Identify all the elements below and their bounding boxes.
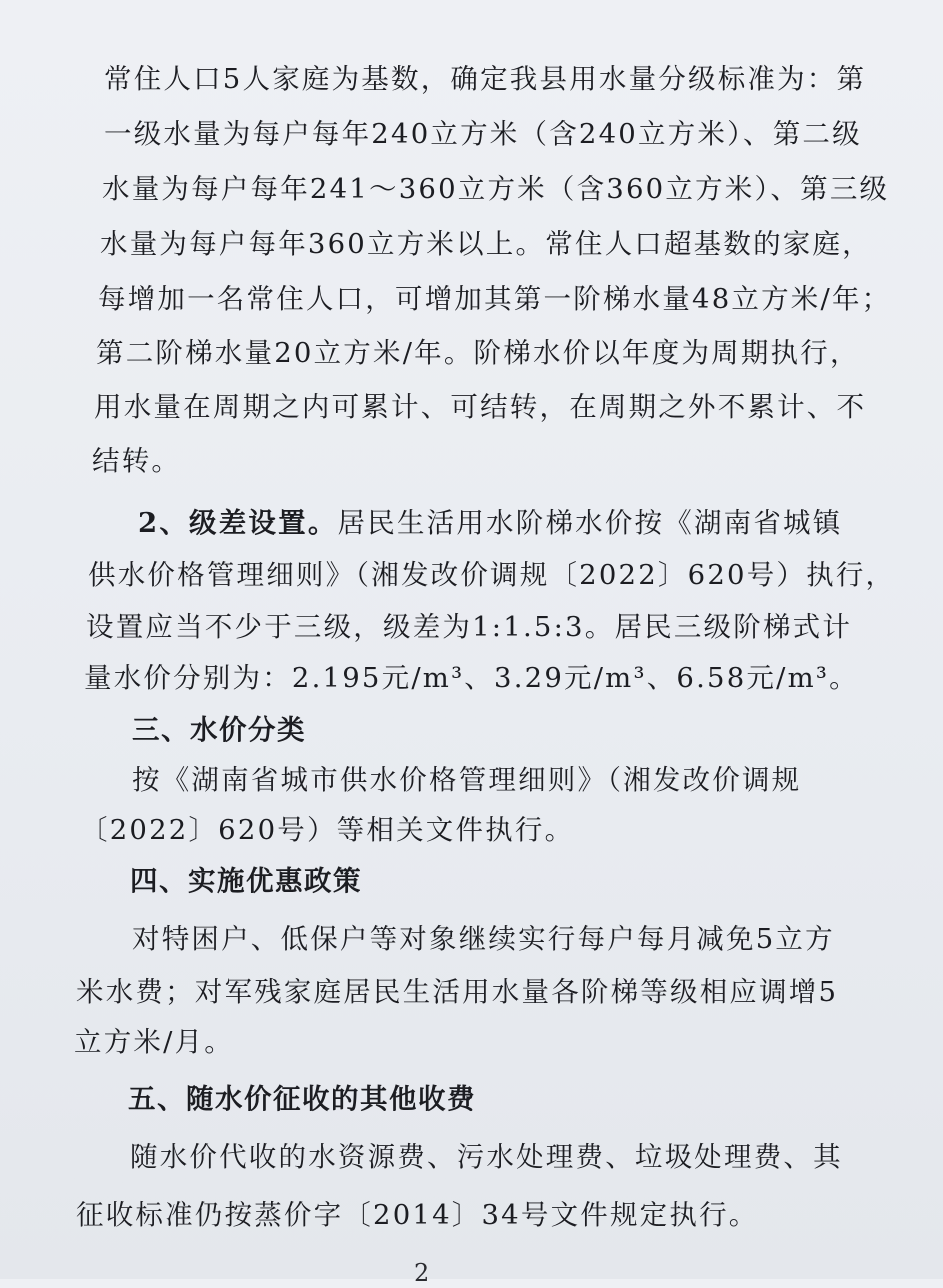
section-4-line: 对特困户、低保户等对象继续实行每户每月减免5立方 [132, 923, 835, 955]
paragraph-line: 每增加一名常住人口，可增加其第一阶梯水量48立方米/年； [98, 283, 892, 315]
paragraph-line: 结转。 [92, 445, 182, 477]
item-2-line: 供水价格管理细则》（湘发改价调规〔2022〕620号）执行， [88, 559, 896, 591]
paragraph-line: 水量为每户每年360立方米以上。常住人口超基数的家庭， [100, 228, 872, 260]
section-5-line: 随水价代收的水资源费、污水处理费、垃圾处理费、其 [130, 1141, 843, 1173]
section-4-heading: 四、实施优惠政策 [130, 865, 362, 897]
section-4-line: 米水费；对军残家庭居民生活用水量各阶梯等级相应调增5 [76, 976, 839, 1008]
item-2-title: 2、级差设置。 [138, 507, 338, 539]
paragraph-line: 水量为每户每年241～360立方米（含360立方米）、第三级 [102, 173, 890, 205]
section-3-line: 按《湖南省城市供水价格管理细则》（湘发改价调规 [132, 764, 802, 796]
section-5-line: 征收标准仍按蒸价字〔2014〕34号文件规定执行。 [76, 1199, 759, 1231]
section-3-heading: 三、水价分类 [132, 714, 306, 746]
item-2-line [138, 506, 842, 540]
section-4-line: 立方米/月。 [74, 1026, 234, 1058]
section-5-heading: 五、随水价征收的其他收费 [128, 1083, 476, 1115]
item-2-line: 量水价分别为：2.195元/m³、3.29元/m³、6.58元/m³。 [84, 662, 859, 694]
paragraph-line: 常住人口5人家庭为基数，确定我县用水量分级标准为：第 [104, 63, 867, 95]
section-3-line: 〔2022〕620号）等相关文件执行。 [80, 814, 575, 846]
paragraph-line: 用水量在周期之内可累计、可结转，在周期之外不累计、不 [94, 391, 867, 423]
paragraph-line: 第二阶梯水量20立方米/年。阶梯水价以年度为周期执行， [96, 337, 860, 369]
item-2-text: 居民生活用水阶梯水价按《湖南省城镇 [337, 507, 843, 539]
item-2-line: 设置应当不少于三级，级差为1:1.5:3。居民三级阶梯式计 [86, 611, 853, 643]
page-number: 2 [414, 1259, 430, 1287]
paragraph-line: 一级水量为每户每年240立方米（含240立方米）、第二级 [104, 118, 862, 150]
